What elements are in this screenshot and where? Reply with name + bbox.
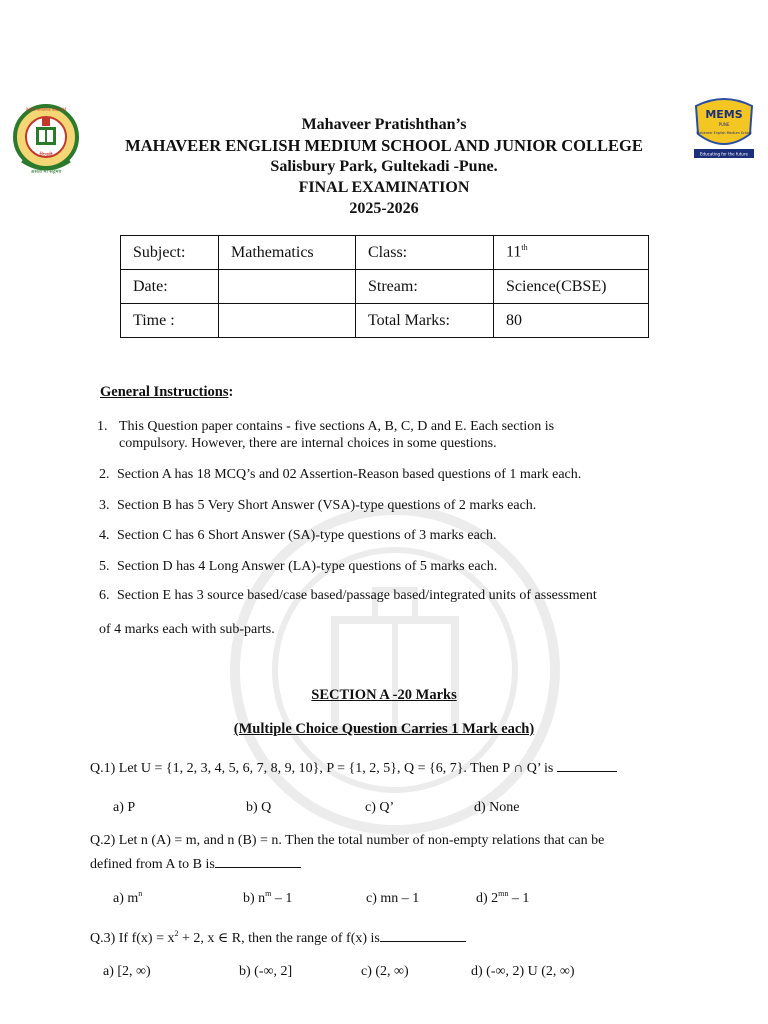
question-2 (90, 831, 750, 875)
school-address: Salisbury Park, Gultekadi -Pune. (270, 158, 498, 175)
q2-option-b-post: – 1 (271, 891, 293, 906)
watermark-emblem (225, 500, 565, 840)
mems-logo-name: Mahaveer English Medium School (696, 131, 752, 135)
question-3-text: Q.3) If f(x) = x (90, 931, 175, 946)
q1-option-a: a) P (113, 800, 136, 815)
mems-logo-banner: Educating for the future (700, 151, 748, 157)
class-suffix: th (521, 243, 528, 253)
table-row (121, 270, 649, 304)
instruction-num: 6. (99, 588, 110, 603)
instructions-title (100, 384, 233, 401)
time-value (219, 304, 356, 338)
marks-label: Total Marks: (356, 304, 494, 338)
q2-option-a-text: a) m (113, 891, 139, 906)
cbse-logo-text-top: केन्द्रीय माध्यमिक शिक्षा बोर्ड (25, 107, 67, 112)
class-cell (494, 236, 649, 270)
instruction-item-2 (99, 466, 739, 483)
time-label: Time : (121, 304, 219, 338)
cbse-logo-text-mid: दिल्ली (39, 152, 53, 159)
marks-value: 80 (494, 304, 649, 338)
q3-option-c: c) (2, ∞) (361, 964, 409, 979)
school-header (0, 114, 768, 219)
instruction-num: 2. (99, 467, 110, 482)
q2-option-c: c) mn – 1 (366, 891, 420, 906)
instruction-text: This Question paper contains - five sections A, B, C, D and E. Each section is (119, 419, 555, 434)
q1-option-b: b) Q (246, 800, 272, 815)
instruction-text: Section A has 18 MCQ’s and 02 Assertion-Reason based questions of 1 mark each. (117, 467, 582, 482)
q3-option-b: b) (-∞, 2] (239, 964, 293, 979)
instruction-text: compulsory. However, there are internal choices in some questions. (119, 436, 497, 451)
table-row (121, 304, 649, 338)
instruction-num: 3. (99, 498, 110, 513)
q2-option-d-post: – 1 (508, 891, 530, 906)
instruction-num: 1. (97, 419, 108, 434)
answer-blank (557, 757, 617, 772)
instruction-item-3 (99, 497, 739, 514)
subject-label: Subject: (121, 236, 219, 270)
answer-blank (215, 853, 301, 868)
q3-option-d: d) (-∞, 2) U (2, ∞) (471, 964, 575, 979)
q2-option-b-sup: m (265, 889, 272, 898)
exam-title: FINAL EXAMINATION (298, 179, 470, 196)
instruction-text: Section E has 3 source based/case based/passage based/integrated units of assessment (117, 588, 597, 603)
instruction-num: 5. (99, 559, 110, 574)
mems-logo-text: MEMS (705, 108, 743, 121)
q3-option-a: a) [2, ∞) (103, 964, 151, 979)
instruction-item-4 (99, 527, 739, 544)
instruction-num: 4. (99, 528, 110, 543)
instructions-title-text: General Instructions (100, 384, 229, 400)
class-value: 11 (506, 243, 522, 261)
class-label: Class: (356, 236, 494, 270)
q1-option-d: d) None (474, 800, 520, 815)
instruction-item-5 (99, 558, 739, 575)
q2-option-a (113, 891, 142, 907)
instruction-item-6 (99, 587, 749, 604)
question-2-line1: Q.2) Let n (A) = m, and n (B) = n. Then the total number of non-empty relations that can be (90, 833, 605, 848)
question-3-text-end: + 2, x ∈ R, then the range of f(x) is (178, 931, 380, 946)
date-label: Date: (121, 270, 219, 304)
section-a-subtitle: (Multiple Choice Question Carries 1 Mark each) (233, 721, 535, 737)
date-value (219, 270, 356, 304)
question-1 (90, 757, 750, 779)
q2-option-b-text: b) n (243, 891, 266, 906)
question-3-sup: 2 (174, 929, 179, 938)
stream-label: Stream: (356, 270, 494, 304)
q2-option-b (243, 891, 292, 907)
q1-option-c: c) Q’ (365, 800, 395, 815)
school-name: MAHAVEER ENGLISH MEDIUM SCHOOL AND JUNIOR COLLEGE (125, 136, 643, 155)
instruction-text: Section C has 6 Short Answer (SA)-type questions of 3 marks each. (117, 528, 497, 543)
stream-value: Science(CBSE) (494, 270, 649, 304)
answer-blank (380, 927, 466, 942)
section-a-title: SECTION A -20 Marks (311, 687, 457, 703)
question-2-line2: defined from A to B is (90, 857, 215, 872)
instruction-continuation: of 4 marks each with sub-parts. (99, 622, 275, 637)
q2-option-d-sup: mn (498, 889, 509, 898)
exam-info-table (120, 235, 649, 338)
mems-logo-sub: PUNE (718, 122, 730, 127)
question-3 (90, 927, 750, 950)
q2-option-a-sup: n (138, 889, 143, 898)
q2-option-d (476, 891, 529, 907)
exam-year: 2025-2026 (349, 200, 419, 217)
cbse-logo-text-bottom: असतो मा सद्गमय (30, 169, 62, 175)
table-row (121, 236, 649, 270)
trust-name: Mahaveer Pratishthan’s (301, 116, 467, 133)
question-1-text: Q.1) Let U = {1, 2, 3, 4, 5, 6, 7, 8, 9, 10}, P = {1, 2, 5}, Q = {6, 7}. Then P ∩ Q’ is (90, 761, 554, 776)
q2-option-d-text: d) 2 (476, 891, 499, 906)
subject-value: Mathematics (219, 236, 356, 270)
instruction-text: Section B has 5 Very Short Answer (VSA)-type questions of 2 marks each. (117, 498, 537, 513)
instructions-title-colon: : (228, 384, 234, 400)
instruction-text: Section D has 4 Long Answer (LA)-type questions of 5 marks each. (117, 559, 498, 574)
instruction-item-1 (97, 418, 697, 452)
